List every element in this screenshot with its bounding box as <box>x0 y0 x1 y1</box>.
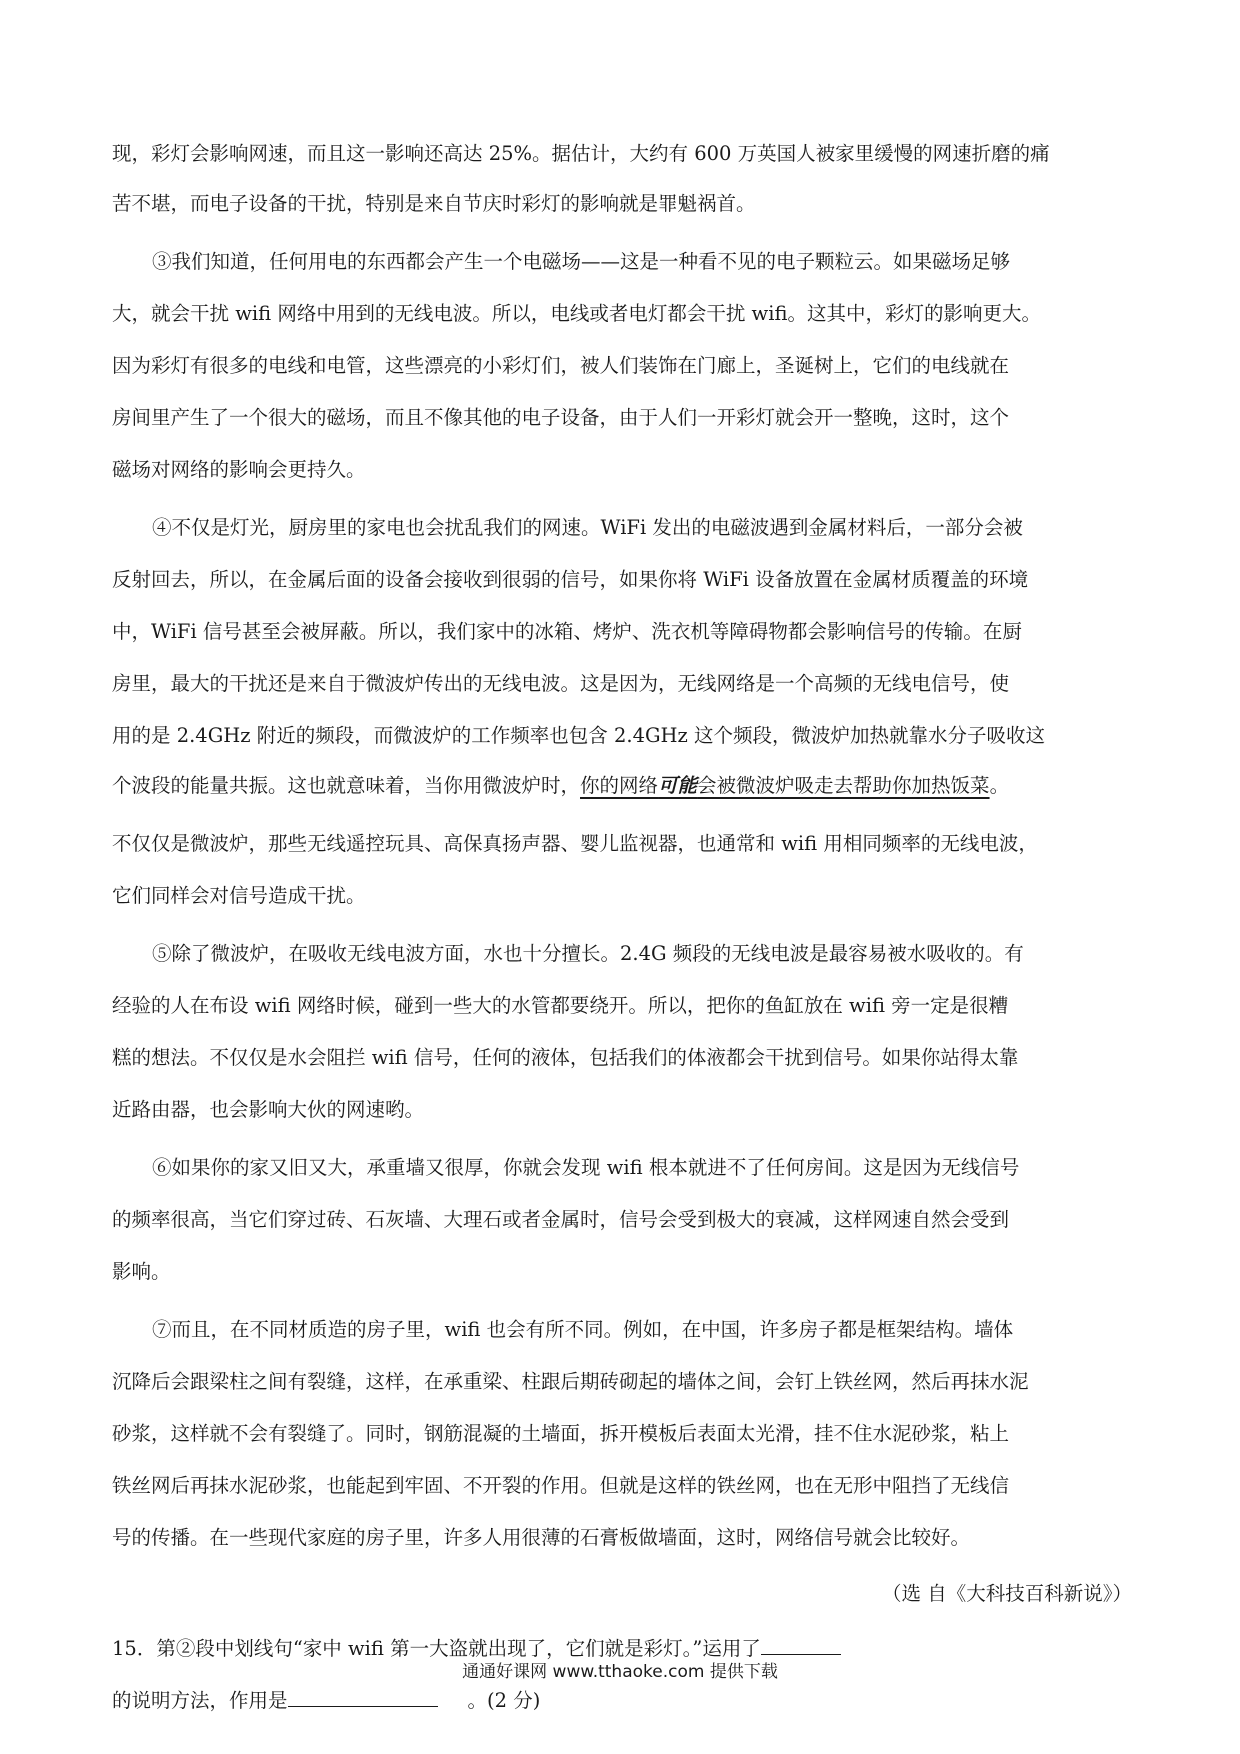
underlined-sentence-line <box>112 772 1132 800</box>
text-line: 房间里产生了一个很大的磁场，而且不像其他的电子设备，由于人们一开彩灯就会开一整晚，这时，这个 <box>112 406 1010 429</box>
underlined-text: 你的网络 <box>580 774 659 797</box>
page-footer: 通通好课网 www.tthaoke.com 提供下载 <box>462 1662 778 1682</box>
text-line: 经验的人在布设 wifi 网络时候，碰到一些大的水管都要绕开。所以，把你的鱼缸放在 wifi 旁一定是很糟 <box>112 994 1009 1017</box>
text-line: 不仅仅是微波炉，那些无线遥控玩具、高保真扬声器、婴儿监视器，也通常和 wifi 用相同频率的无线电波， <box>112 832 1038 855</box>
paragraph-7-start: ⑦而且，在不同材质造的房子里，wifi 也会有所不同。例如，在中国，许多房子都是框架结构。墙体 <box>152 1318 1014 1341</box>
text-line: 现，彩灯会影响网速，而且这一影响还高达 25%。据估计，大约有 600 万英国人被家里缓慢的网速折磨的痛 <box>112 142 1050 165</box>
text-line: 的频率很高，当它们穿过砖、石灰墙、大理石或者金属时，信号会受到极大的衰减，这样网速自然会受到 <box>112 1208 1010 1231</box>
question-score: 。(2 分) <box>467 1689 541 1712</box>
emphasized-word: 可能 <box>658 774 698 797</box>
text-line: 砂浆，这样就不会有裂缝了。同时，钢筋混凝的土墙面，拆开模板后表面太光滑，挂不住水泥砂浆，粘上 <box>112 1422 1010 1445</box>
text-line: 影响。 <box>112 1260 171 1283</box>
text-line: 反射回去，所以，在金属后面的设备会接收到很弱的信号，如果你将 WiFi 设备放置在金属材质覆盖的环境 <box>112 568 1029 591</box>
answer-blank-method[interactable] <box>761 1634 841 1655</box>
text-segment: 。 <box>989 774 1010 797</box>
text-line: 大，就会干扰 wifi 网络中用到的无线电波。所以，电线或者电灯都会干扰 wifi。这其中，彩灯的影响更大。 <box>112 302 1041 325</box>
text-line: 中，WiFi 信号甚至会被屏蔽。所以，我们家中的冰箱、烤炉、洗衣机等障碍物都会影响信号的传输。在厨 <box>112 620 1022 643</box>
answer-blank-effect[interactable] <box>288 1686 438 1707</box>
question-15-cont <box>112 1686 1132 1715</box>
text-line: 用的是 2.4GHz 附近的频段，而微波炉的工作频率也包含 2.4GHz 这个频段，微波炉加热就靠水分子吸收这 <box>112 724 1046 747</box>
text-line: 房里，最大的干扰还是来自于微波炉传出的无线电波。这是因为，无线网络是一个高频的无线电信号，使 <box>112 672 1010 695</box>
text-line: 它们同样会对信号造成干扰。 <box>112 884 366 907</box>
text-line: 号的传播。在一些现代家庭的房子里，许多人用很薄的石膏板做墙面，这时，网络信号就会比较好。 <box>112 1526 971 1549</box>
paragraph-3-start: ③我们知道，任何用电的东西都会产生一个电磁场——这是一种看不见的电子颗粒云。如果磁场足够 <box>152 250 1011 273</box>
question-15 <box>112 1634 1132 1663</box>
question-text: 15．第②段中划线句“家中 wifi 第一大盗就出现了，它们就是彩灯。”运用了 <box>112 1637 761 1660</box>
underlined-text: 会被微波炉吸走去帮助你加热饭菜 <box>697 774 990 797</box>
text-line: 沉降后会跟梁柱之间有裂缝，这样，在承重梁、柱跟后期砖砌起的墙体之间，会钉上铁丝网，然后再抹水泥 <box>112 1370 1029 1393</box>
text-line: 苦不堪，而电子设备的干扰，特别是来自节庆时彩灯的影响就是罪魁祸首。 <box>112 192 756 215</box>
text-segment: 个波段的能量共振。这也就意味着，当你用微波炉时， <box>112 774 581 797</box>
text-line: 磁场对网络的影响会更持久。 <box>112 458 366 481</box>
question-text: 的说明方法，作用是 <box>112 1689 288 1712</box>
paragraph-5-start: ⑤除了微波炉，在吸收无线电波方面，水也十分擅长。2.4G 频段的无线电波是最容易被水吸收的。有 <box>152 942 1024 965</box>
text-line: 近路由器，也会影响大伙的网速哟。 <box>112 1098 425 1121</box>
text-line: 铁丝网后再抹水泥砂浆，也能起到牢固、不开裂的作用。但就是这样的铁丝网，也在无形中阻挡了无线信 <box>112 1474 1010 1497</box>
paragraph-6-start: ⑥如果你的家又旧又大，承重墙又很厚，你就会发现 wifi 根本就进不了任何房间。这是因为无线信号 <box>152 1156 1020 1179</box>
text-line: 糕的想法。不仅仅是水会阻拦 wifi 信号，任何的液体，包括我们的体液都会干扰到信号。如果你站得太靠 <box>112 1046 1019 1069</box>
text-line: 因为彩灯有很多的电线和电管，这些漂亮的小彩灯们，被人们装饰在门廊上，圣诞树上，它们的电线就在 <box>112 354 1010 377</box>
paragraph-4-start: ④不仅是灯光，厨房里的家电也会扰乱我们的网速。WiFi 发出的电磁波遇到金属材料后，一部分会被 <box>152 516 1023 539</box>
source-citation: （选 自《大科技百科新说》） <box>882 1582 1132 1605</box>
